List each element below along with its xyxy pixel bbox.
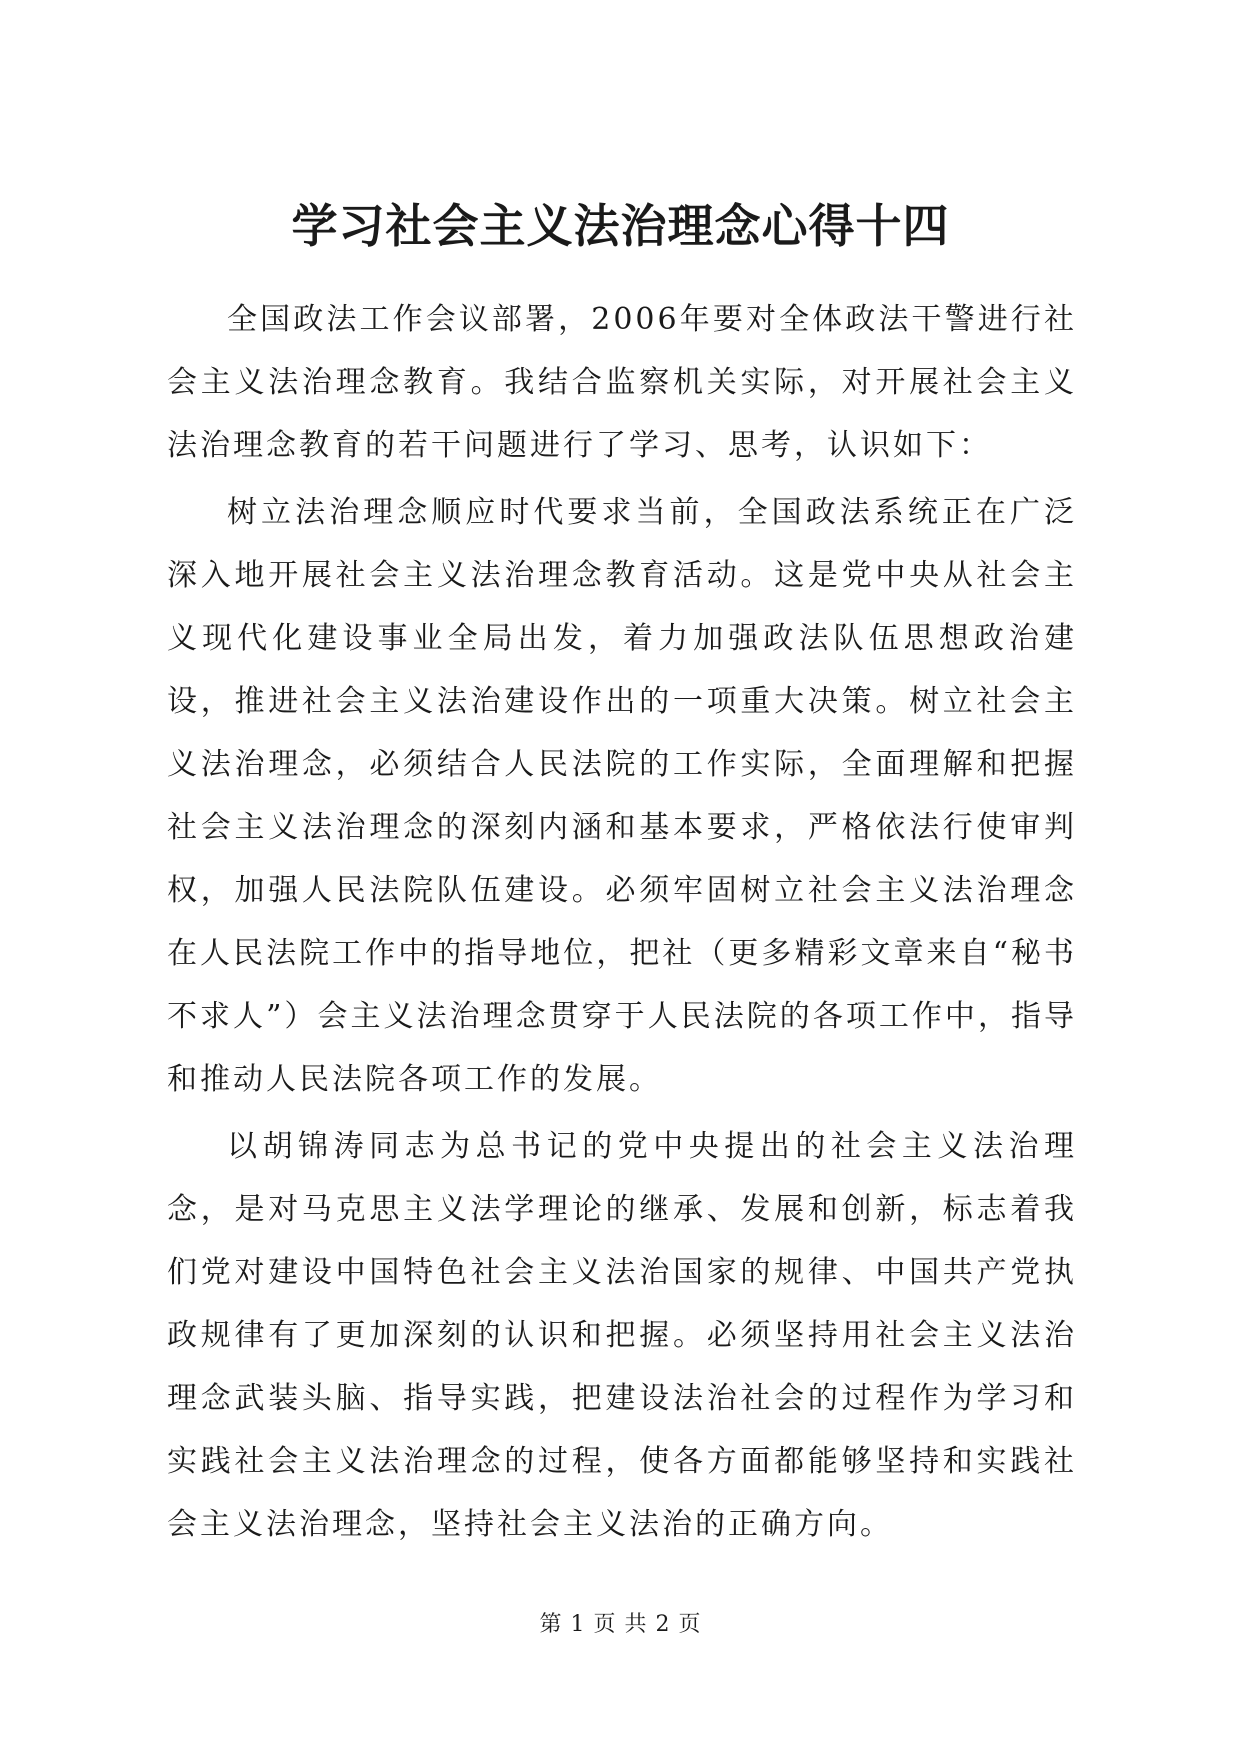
- paragraph-intro: 全国政法工作会议部署，2006年要对全体政法干警进行社会主义法治理念教育。我结合监察机关实际，对开展社会主义法治理念教育的若干问题进行了学习、思考，认识如下：: [167, 302, 1077, 463]
- document-title: 学习社会主义法治理念心得十四: [291, 199, 950, 253]
- paragraph-establish-concept: 树立法治理念顺应时代要求当前，全国政法系统正在广泛深入地开展社会主义法治理念教育活动。这是党中央从社会主义现代化建设事业全局出发，着力加强政法队伍思想政治建设，推进社会主义法治建设作出的一项重大决策。树立社会主义法治理念，必须结合人民法院的工作实际，全面理解和把握社会主义法治理念的深刻内涵和基本要求，严格依法行使审判权，加强人民法院队伍建设。必须牢固树立社会主义法治理念在人民法院工作中的指导地位，把社（更多精彩文章来自“秘书不求人”）会主义法治理念贯穿于人民法院的各项工作中，指导和推动人民法院各项工作的发展。: [167, 495, 1077, 1097]
- paragraph-party-central: 以胡锦涛同志为总书记的党中央提出的社会主义法治理念，是对马克思主义法学理论的继承、发展和创新，标志着我们党对建设中国特色社会主义法治国家的规律、中国共产党执政规律有了更加深刻的认识和把握。必须坚持用社会主义法治理念武装头脑、指导实践，把建设法治社会的过程作为学习和实践社会主义法治理念的过程，使各方面都能够坚持和实践社会主义法治理念，坚持社会主义法治的正确方向。: [167, 1129, 1077, 1542]
- document-body: [167, 288, 1077, 1556]
- page-number-footer: 第 1 页 共 2 页: [539, 1612, 702, 1637]
